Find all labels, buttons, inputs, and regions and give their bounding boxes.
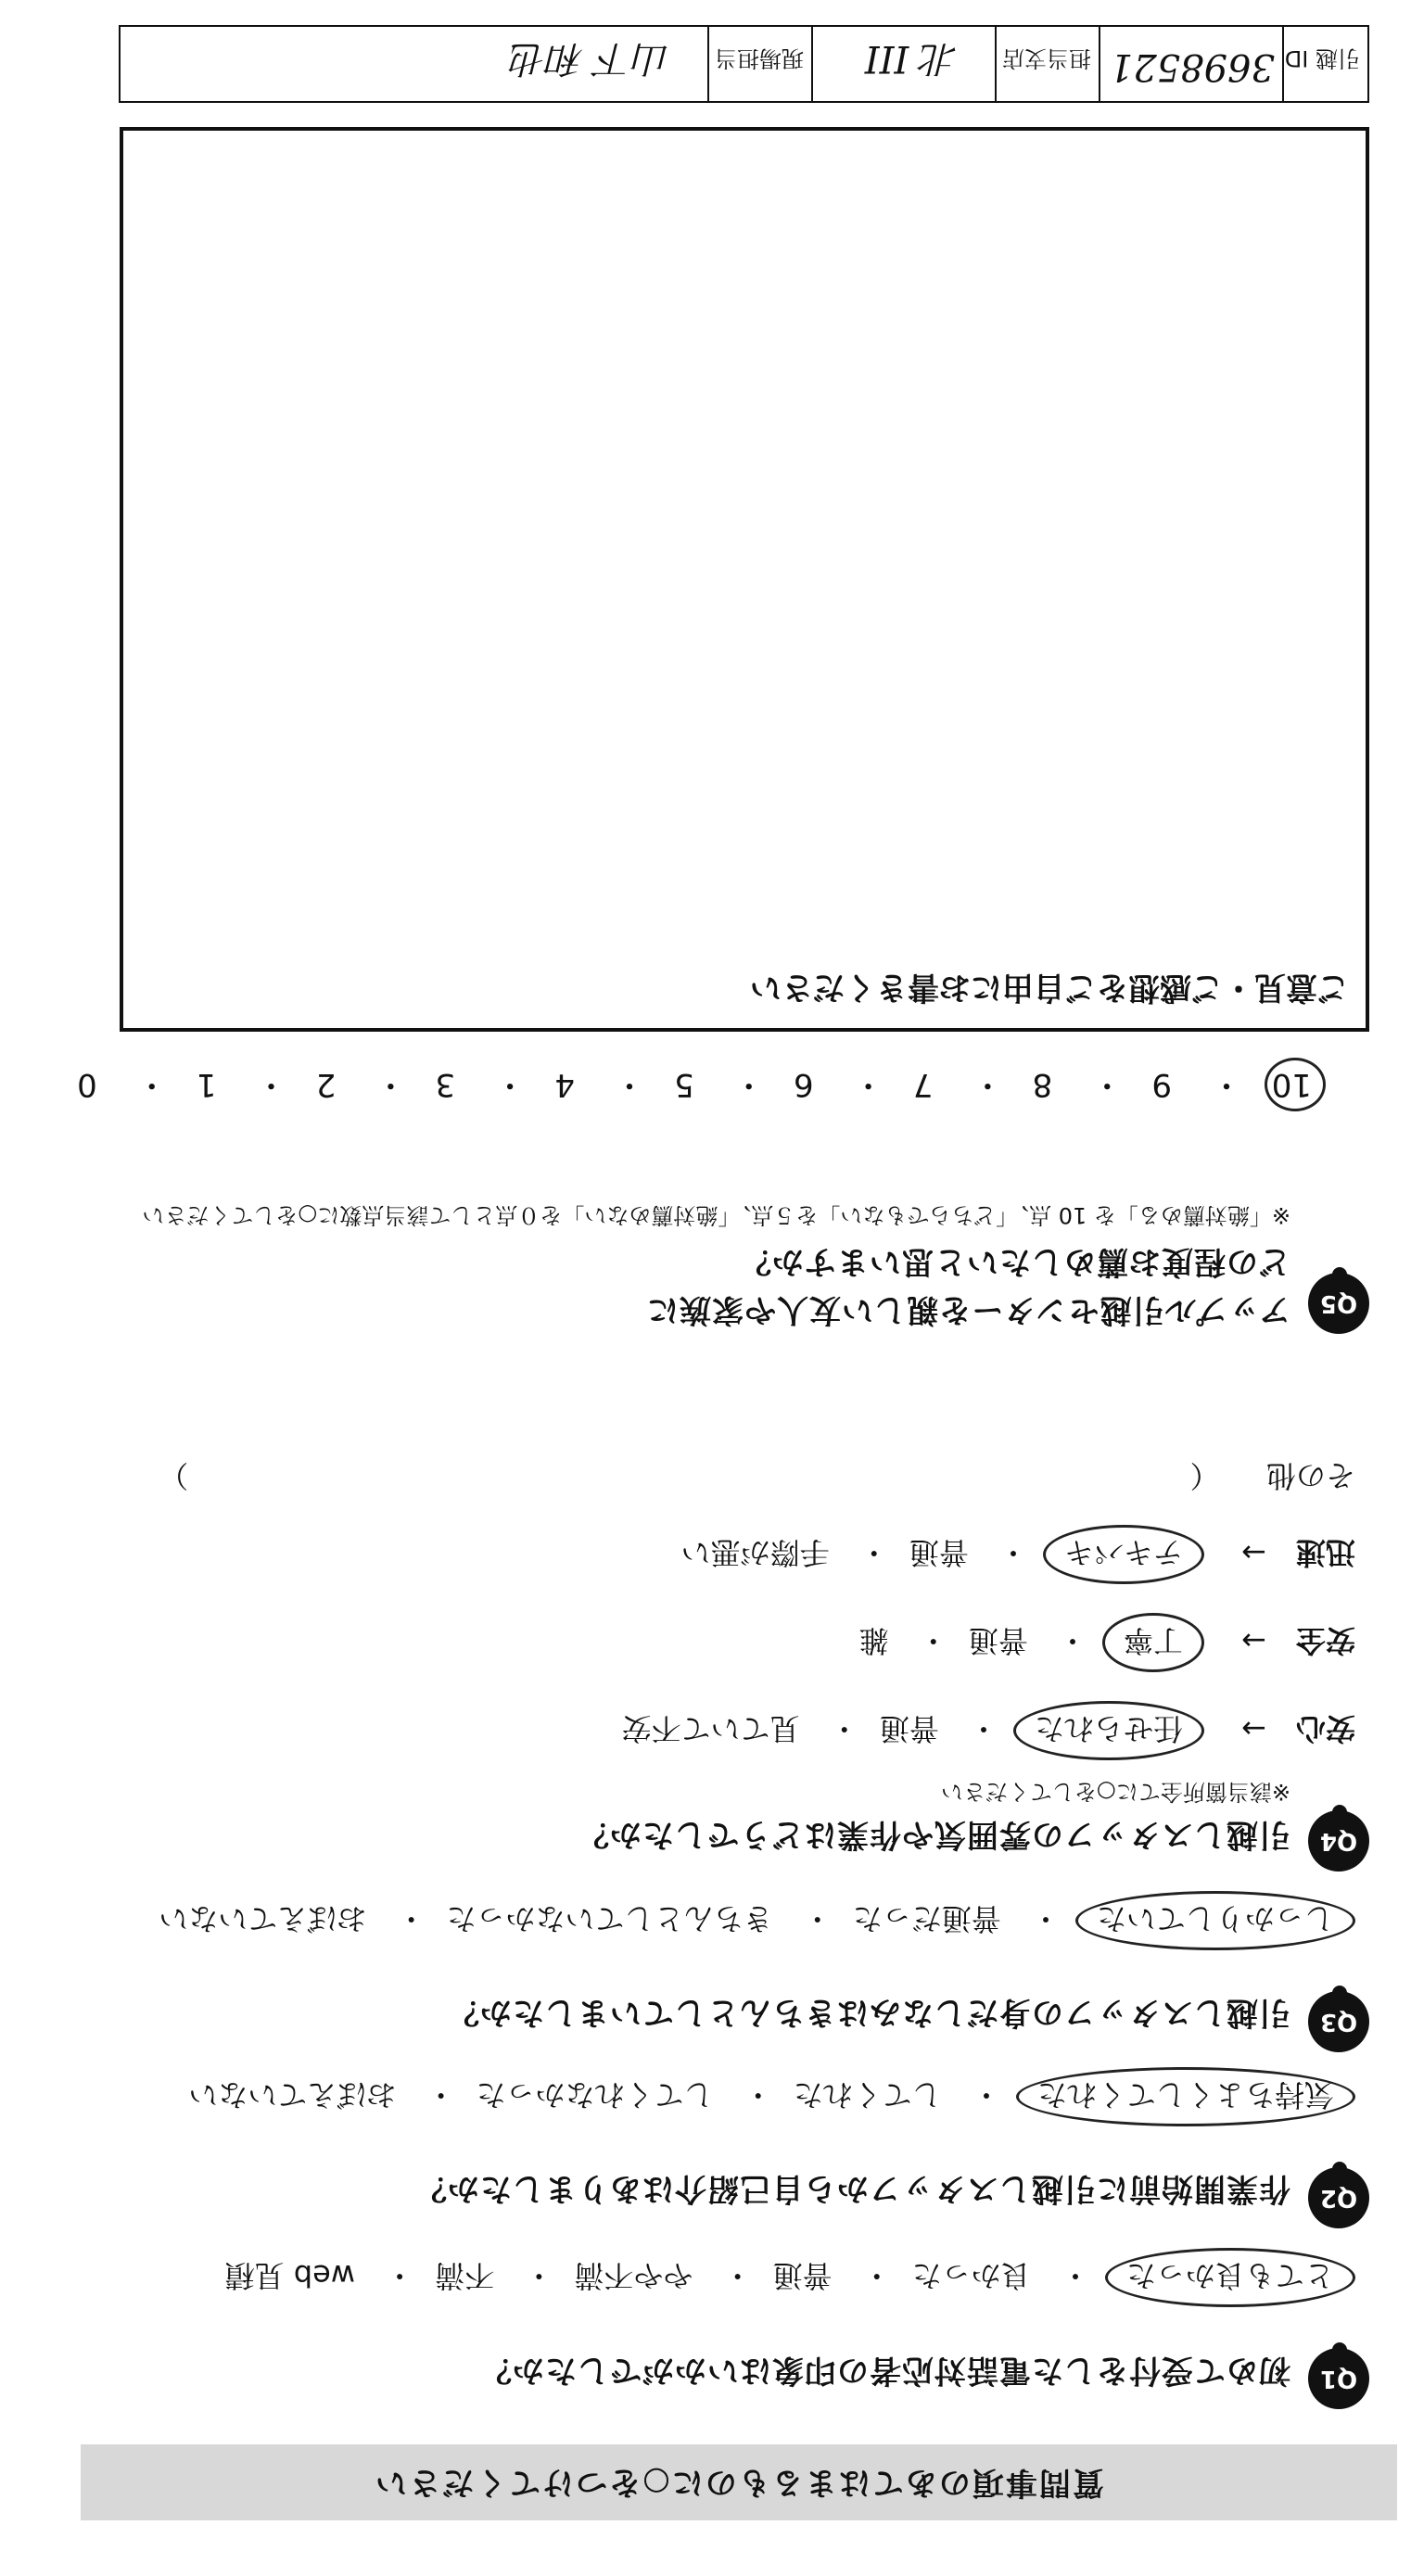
q4-note: ※該当箇所全てに○をしてください bbox=[940, 1779, 1290, 1805]
scale-option-3[interactable]: 3 bbox=[435, 1066, 456, 1103]
scale-option-5[interactable]: 5 bbox=[674, 1066, 694, 1103]
q4-row0-option-0[interactable]: 任せられた bbox=[1013, 1701, 1204, 1760]
q5-question-line1: アップル引越センターを親しい友人や家族に bbox=[646, 1291, 1290, 1328]
scale-option-0[interactable]: 0 bbox=[77, 1066, 97, 1103]
scale-option-9[interactable]: 9 bbox=[1151, 1066, 1173, 1103]
q1-option-5[interactable]: web 見積 bbox=[224, 2258, 355, 2293]
comment-box[interactable] bbox=[120, 127, 1369, 1032]
scale-separator: ・ bbox=[1211, 1066, 1242, 1103]
scale-option-4[interactable]: 4 bbox=[554, 1066, 575, 1103]
scale-option-7[interactable]: 7 bbox=[912, 1066, 934, 1103]
q4-row0-option-2[interactable]: 見ていて不安 bbox=[621, 1711, 800, 1746]
q4-row2-option-1[interactable]: 普通 bbox=[909, 1535, 969, 1570]
banner-text: 質問事項のあてはまるものに○をつけてください bbox=[374, 2464, 1104, 2501]
q4-row2-option-2[interactable]: 手際が悪い bbox=[680, 1535, 830, 1570]
footer-leader-label: 現場担当 bbox=[715, 45, 804, 71]
q1-badge: Q1 bbox=[1308, 2348, 1369, 2409]
arrow-icon: → bbox=[1241, 1535, 1266, 1570]
q3-options: しっかりしていた・ 普通だった・ きちんとしていなかった・ おぼえていない bbox=[153, 1891, 1355, 1950]
q2-option-0[interactable]: 気持ちよくしてくれた bbox=[1016, 2067, 1355, 2126]
q5-question-line2: どの程度お薦めしたいと思いますか？ bbox=[739, 1243, 1290, 1280]
q2-badge: Q2 bbox=[1308, 2167, 1369, 2228]
q3-option-3[interactable]: おぼえていない bbox=[159, 1901, 367, 1936]
q4-other-open: （ bbox=[1189, 1458, 1220, 1493]
q4-row-anzen: 安全→ 丁寧・ 普通・ 雑 bbox=[854, 1613, 1355, 1672]
q5-badge: Q5 bbox=[1308, 1273, 1369, 1334]
q4-row2-option-0[interactable]: テキパキ bbox=[1043, 1525, 1204, 1584]
scale-separator: ・ bbox=[494, 1066, 527, 1103]
footer-leader-label-cell bbox=[707, 27, 811, 101]
footer-id-label-cell bbox=[1282, 27, 1367, 101]
q4-row1-option-0[interactable]: 丁寧 bbox=[1102, 1613, 1204, 1672]
scale-separator: ・ bbox=[255, 1066, 287, 1103]
q4-row-label: 安全 bbox=[1295, 1623, 1355, 1658]
footer-id-value-cell bbox=[1099, 27, 1282, 101]
q4-other bbox=[150, 1456, 1355, 1499]
footer-branch-value: 北 III bbox=[864, 37, 958, 80]
q1-option-4[interactable]: 不満 bbox=[435, 2258, 495, 2293]
q4-question: 引越しスタッフの雰囲気や作業はどうでしたか？ bbox=[577, 1816, 1290, 1853]
footer-leader-value: 山下 和也 bbox=[510, 37, 670, 80]
q2-option-1[interactable]: してくれた bbox=[793, 2077, 942, 2113]
q1-option-1[interactable]: 良かった bbox=[911, 2258, 1031, 2293]
q4-other-close: ） bbox=[159, 1458, 189, 1493]
scale-separator: ・ bbox=[852, 1066, 884, 1103]
q4-row1-option-2[interactable]: 雑 bbox=[858, 1623, 889, 1658]
footer-leader-value-cell bbox=[122, 27, 707, 101]
q2-option-2[interactable]: してくれなかった bbox=[476, 2077, 714, 2113]
arrow-icon: → bbox=[1241, 1623, 1266, 1658]
arrow-icon: → bbox=[1241, 1711, 1266, 1746]
scale-separator: ・ bbox=[732, 1066, 765, 1103]
footer-branch-value-cell bbox=[811, 27, 995, 101]
scale-option-8[interactable]: 8 bbox=[1032, 1066, 1053, 1103]
scale-separator: ・ bbox=[972, 1066, 1004, 1103]
q3-option-0[interactable]: しっかりしていた bbox=[1075, 1891, 1355, 1950]
footer-id-label: 引越 ID bbox=[1284, 45, 1360, 71]
q3-option-1[interactable]: 普通だった bbox=[852, 1901, 1001, 1936]
scale-option-2[interactable]: 2 bbox=[315, 1066, 337, 1103]
q3-badge: Q3 bbox=[1308, 1991, 1369, 2052]
scale-option-1[interactable]: 1 bbox=[196, 1066, 217, 1103]
footer-branch-label: 担当支店 bbox=[1002, 45, 1091, 71]
scale-option-10[interactable]: 10 bbox=[1265, 1058, 1326, 1111]
instruction-banner bbox=[81, 2444, 1397, 2520]
footer-table bbox=[119, 25, 1369, 103]
q4-row-label: 安心 bbox=[1295, 1711, 1355, 1746]
q4-other-label: その他 bbox=[1265, 1458, 1355, 1493]
q3-option-2[interactable]: きちんとしていなかった bbox=[446, 1901, 773, 1936]
q4-row0-option-1[interactable]: 普通 bbox=[879, 1711, 939, 1746]
scale-option-6[interactable]: 6 bbox=[793, 1066, 814, 1103]
q4-badge: Q4 bbox=[1308, 1810, 1369, 1872]
q2-options: 気持ちよくしてくれた・ してくれた・ してくれなかった・ おぼえていない bbox=[183, 2067, 1355, 2126]
footer-id-value: 3698521 bbox=[1109, 45, 1275, 88]
scale-separator: ・ bbox=[613, 1066, 645, 1103]
q1-option-3[interactable]: やや不満 bbox=[574, 2258, 693, 2293]
q1-option-2[interactable]: 普通 bbox=[772, 2258, 833, 2293]
comment-title: ご意見・ご感想をご自由にお書きください bbox=[750, 969, 1349, 1006]
q3-question: 引越しスタッフの身だしなみはきちんとしていましたか？ bbox=[447, 1994, 1290, 2031]
scale-separator: ・ bbox=[375, 1066, 407, 1103]
q2-question: 作業開始前に引越しスタッフから自己紹介はありましたか？ bbox=[414, 2170, 1290, 2207]
scale-separator: ・ bbox=[135, 1066, 168, 1103]
q4-row1-option-1[interactable]: 普通 bbox=[968, 1623, 1028, 1658]
q1-option-0[interactable]: とても良かった bbox=[1105, 2248, 1355, 2307]
q4-row-label: 迅速 bbox=[1295, 1535, 1355, 1570]
scale-separator: ・ bbox=[1091, 1066, 1124, 1103]
q1-options: とても良かった・ 良かった・ 普通・ やや不満・ 不満・ web 見積 bbox=[220, 2248, 1355, 2307]
q1-question: 初めて受付をした電話対応者の印象はいかがでしたか？ bbox=[479, 2352, 1290, 2389]
q4-row-anshin: 安心→ 任せられた・ 普通・ 見ていて不安 bbox=[617, 1701, 1355, 1760]
q4-row-jinsoku: 迅速→ テキパキ・ 普通・ 手際が悪い bbox=[676, 1525, 1355, 1584]
q5-note: ※「絶対薦める」を 10 点、「どちらでもない」を５点、「絶対薦めない」を０点として該当点数に○をしてください bbox=[142, 1202, 1290, 1228]
q2-option-3[interactable]: おぼえていない bbox=[188, 2077, 397, 2113]
footer-branch-label-cell bbox=[995, 27, 1099, 101]
recommend-scale bbox=[70, 1058, 1326, 1111]
